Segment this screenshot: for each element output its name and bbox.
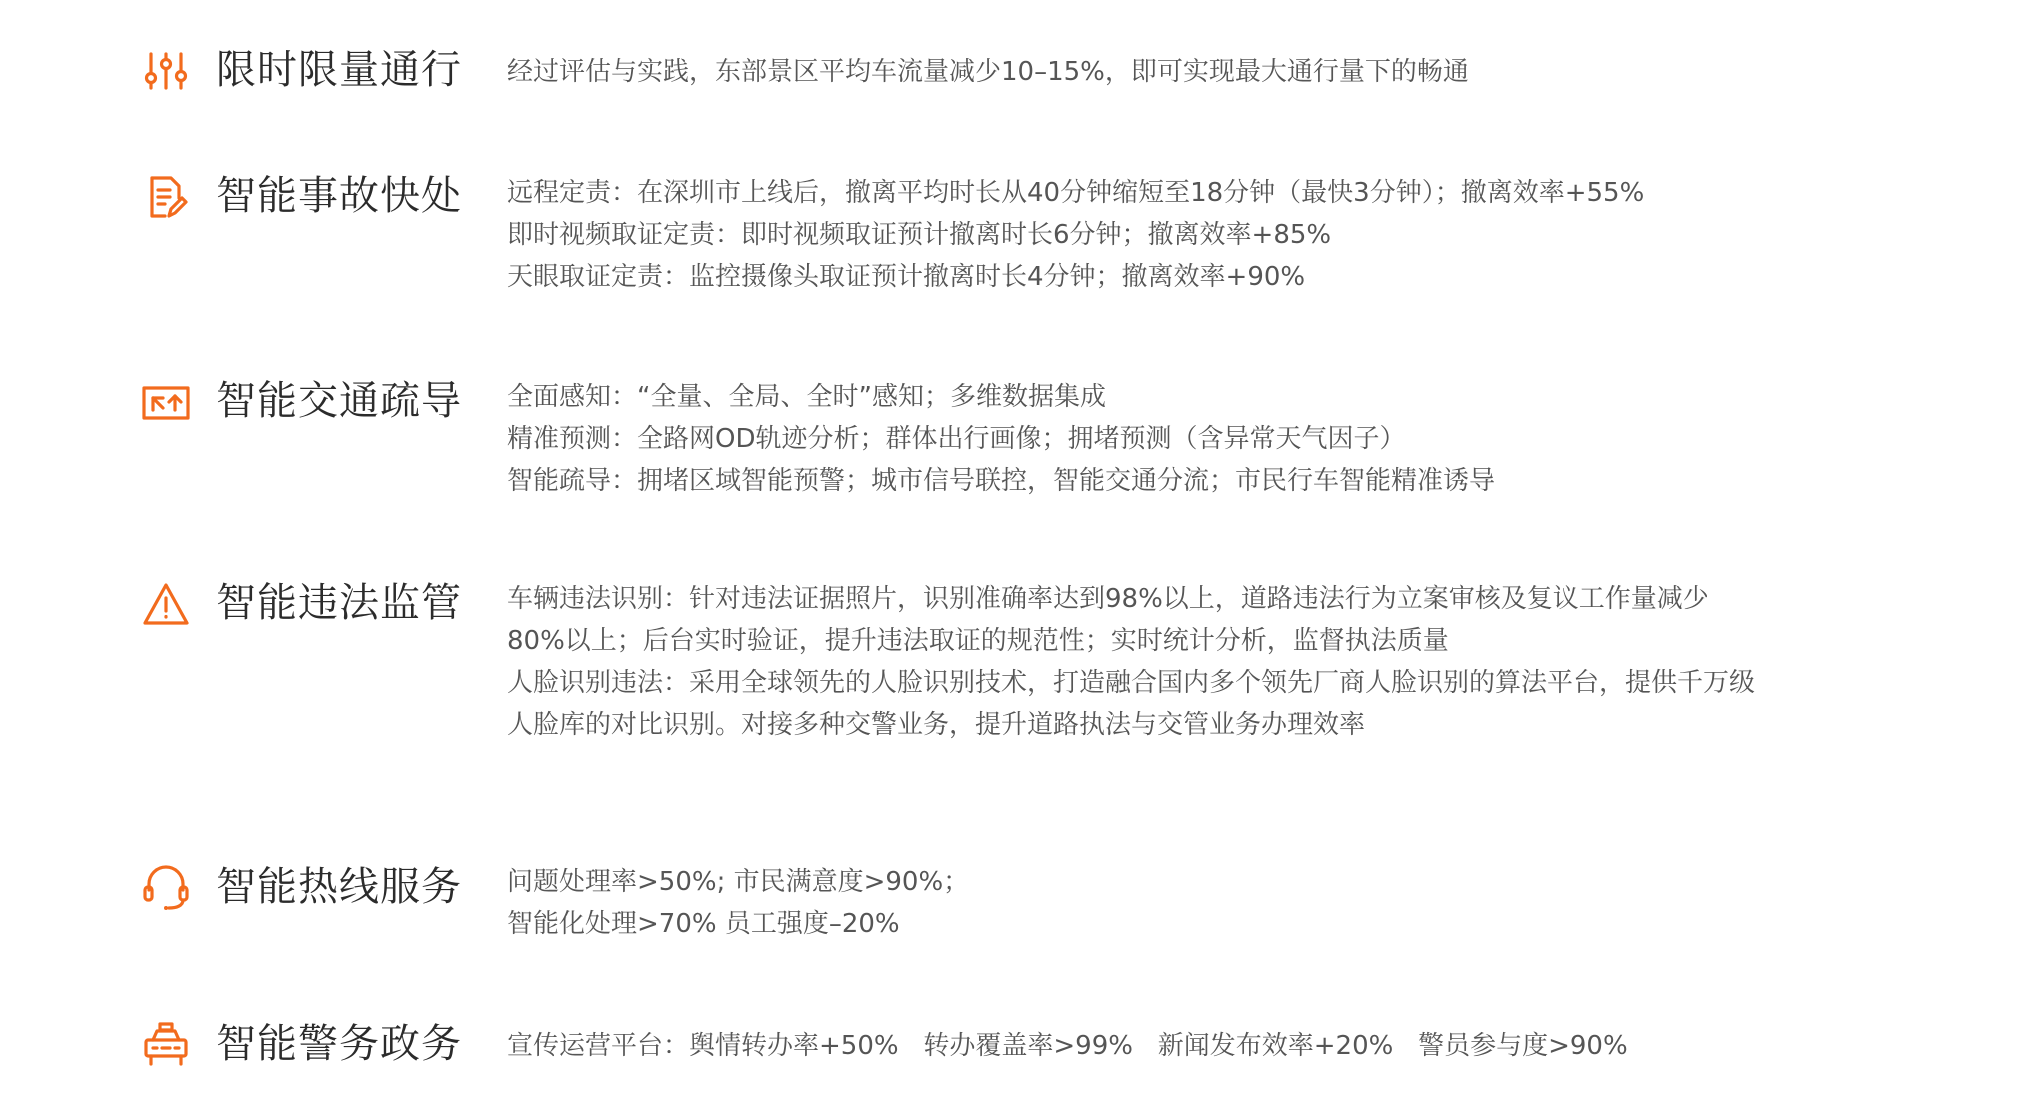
warning-triangle-icon	[141, 580, 191, 630]
description-line: 问题处理率>50%; 市民满意度>90%；	[507, 867, 970, 897]
description-line: 人脸识别违法：采用全球领先的人脸识别技术，打造融合国内多个领先厂商人脸识别的算法平台，提供千万级	[507, 668, 1756, 698]
service-title: 智能热线服务	[216, 864, 462, 910]
document-pen-icon	[141, 172, 191, 222]
police-car-icon	[141, 1020, 191, 1070]
service-description	[507, 376, 1987, 502]
service-title: 限时限量通行	[216, 47, 462, 93]
description-line: 车辆违法识别：针对违法证据照片，识别准确率达到98%以上，道路违法行为立案审核及复议工作量减少	[507, 584, 1709, 614]
description-line: 80%以上；后台实时验证，提升违法取证的规范性；实时统计分析，监督执法质量	[507, 626, 1449, 656]
description-line: 宣传运营平台：舆情转办率+50% 转办覆盖率>99% 新闻发布效率+20% 警员参与度>90%	[507, 1031, 1628, 1061]
description-line: 精准预测：全路网OD轨迹分析；群体出行画像；拥堵预测（含异常天气因子）	[507, 424, 1406, 454]
traffic-guidance-icon	[141, 378, 191, 428]
description-line: 人脸库的对比识别。对接多种交警业务，提升道路执法与交管业务办理效率	[507, 710, 1366, 740]
description-line: 智能化处理>70% 员工强度–20%	[507, 909, 900, 939]
description-line: 智能疏导：拥堵区域智能预警；城市信号联控，智能交通分流；市民行车智能精准诱导	[507, 466, 1496, 496]
service-description	[507, 51, 1987, 93]
service-title: 智能警务政务	[216, 1021, 462, 1067]
description-line: 天眼取证定责：监控摄像头取证预计撤离时长4分钟；撤离效率+90%	[507, 262, 1306, 292]
description-line: 全面感知：“全量、全局、全时”感知；多维数据集成	[507, 382, 1106, 412]
service-description	[507, 1025, 1987, 1067]
description-line: 即时视频取证定责：即时视频取证预计撤离时长6分钟；撤离效率+85%	[507, 220, 1332, 250]
service-title: 智能违法监管	[216, 580, 462, 626]
service-title: 智能事故快处	[216, 173, 462, 219]
service-description	[507, 172, 1987, 298]
headset-icon	[141, 862, 191, 912]
service-description	[507, 861, 1987, 945]
sliders-icon	[141, 46, 191, 96]
service-description	[507, 578, 1987, 746]
description-line: 经过评估与实践，东部景区平均车流量减少10–15%，即可实现最大通行量下的畅通	[507, 57, 1469, 87]
service-title: 智能交通疏导	[216, 378, 462, 424]
description-line: 远程定责：在深圳市上线后，撤离平均时长从40分钟缩短至18分钟（最快3分钟）；撤离效率+55%	[507, 178, 1645, 208]
